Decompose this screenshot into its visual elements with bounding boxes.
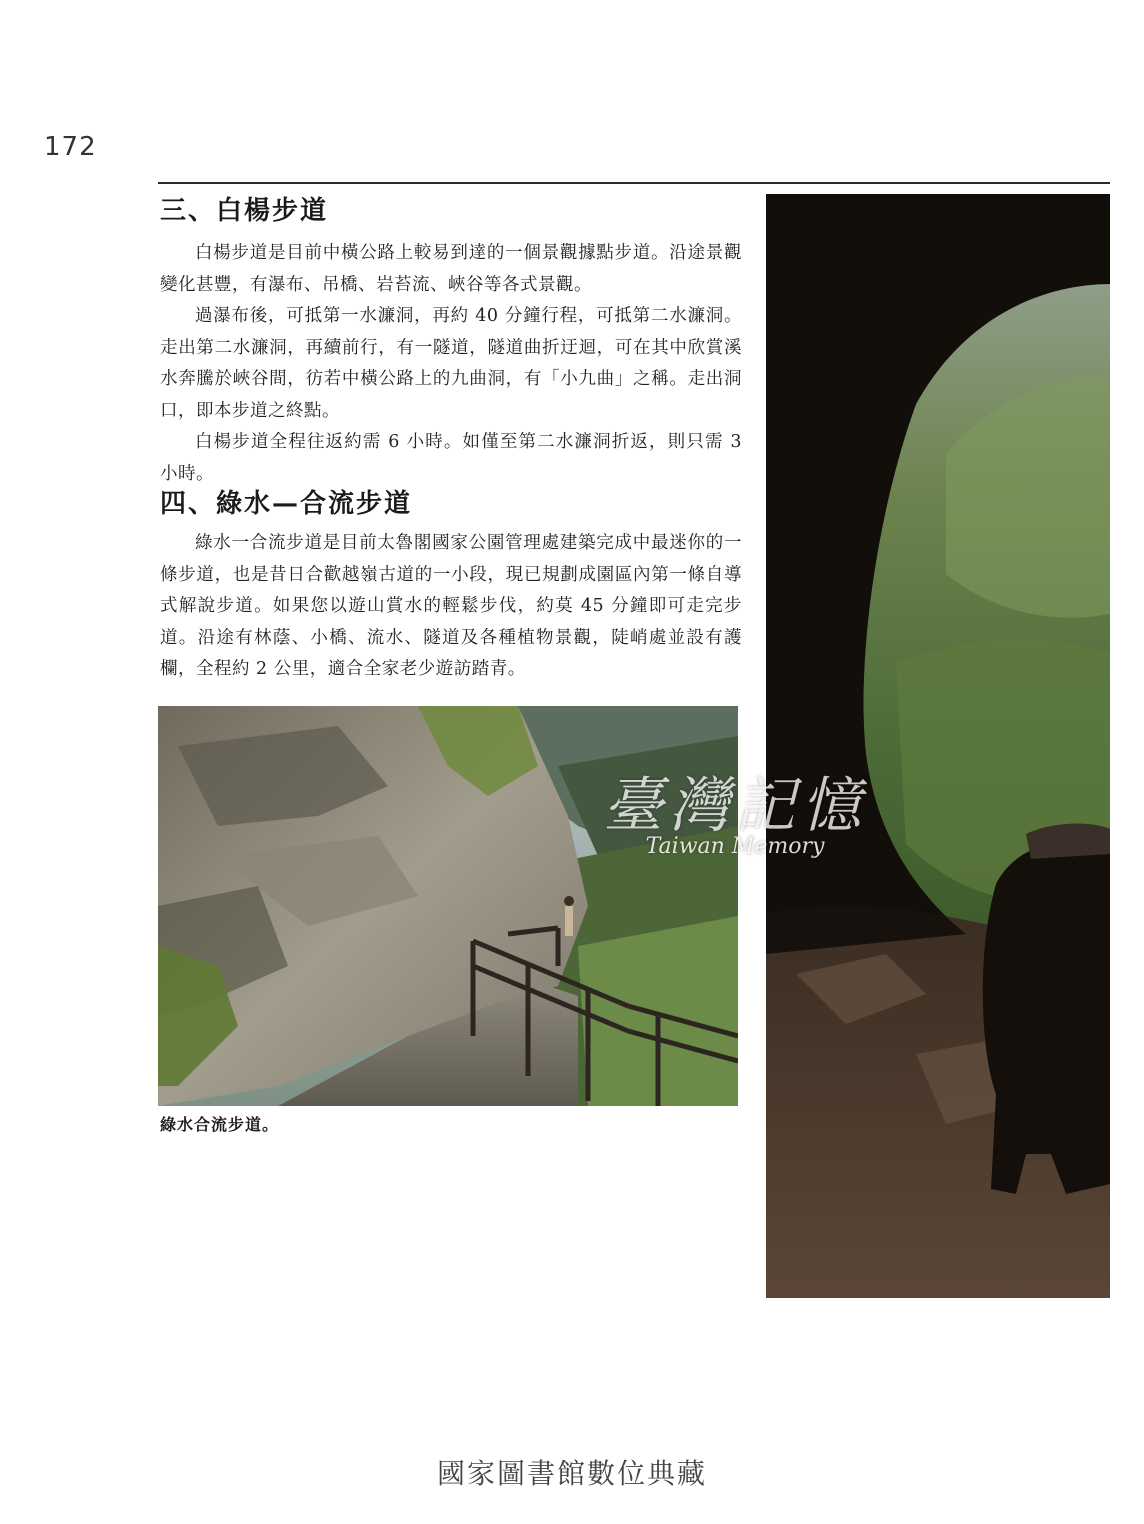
photo-caption: 綠水合流步道。 xyxy=(160,1115,280,1134)
section-body-baiyang xyxy=(160,238,742,490)
paragraph: 綠水一合流步道是目前太魯閣國家公園管理處建築完成中最迷你的一條步道，也是昔日合歡越嶺古道的一小段，現已規劃成園區內第一條自導式解說步道。如果您以遊山賞水的輕鬆步伐，約莫 45 分鐘即可走完步道。沿途有林蔭、小橋、流水、隧道及各種植物景觀，陡峭處並設有護欄，全程約 2 公里，適合全家老少遊訪踏青。 xyxy=(160,533,742,679)
page-number: 172 xyxy=(44,132,97,162)
paragraph: 白楊步道全程往返約需 6 小時。如僅至第二水濂洞折返，則只需 3 小時。 xyxy=(160,432,742,484)
footer-collection-label: 國家圖書館數位典藏 xyxy=(436,1457,707,1490)
cave-photo xyxy=(766,194,1110,1298)
trail-photo xyxy=(158,706,738,1106)
paragraph: 白楊步道是目前中橫公路上較易到達的一個景觀據點步道。沿途景觀變化甚豐，有瀑布、吊橋、岩苔流、峽谷等各式景觀。 xyxy=(160,243,742,295)
section-heading-baiyang: 三、白楊步道 xyxy=(160,196,329,226)
header-rule xyxy=(158,182,1110,184)
section-heading-lushui: 四、綠水—合流步道 xyxy=(160,489,413,519)
section-body-lushui xyxy=(160,528,742,686)
watermark-chinese: 臺灣記憶 xyxy=(603,771,867,841)
watermark-english: Taiwan Memory xyxy=(645,834,825,859)
trail-photo-illustration xyxy=(158,706,738,1106)
cave-photo-illustration xyxy=(766,194,1110,1298)
paragraph: 過瀑布後，可抵第一水濂洞，再約 40 分鐘行程，可抵第二水濂洞。走出第二水濂洞，再續前行，有一隧道，隧道曲折迂迴，可在其中欣賞溪水奔騰於峽谷間，彷若中橫公路上的九曲洞，有「小九曲」之稱。走出洞口，即本步道之終點。 xyxy=(160,306,742,421)
